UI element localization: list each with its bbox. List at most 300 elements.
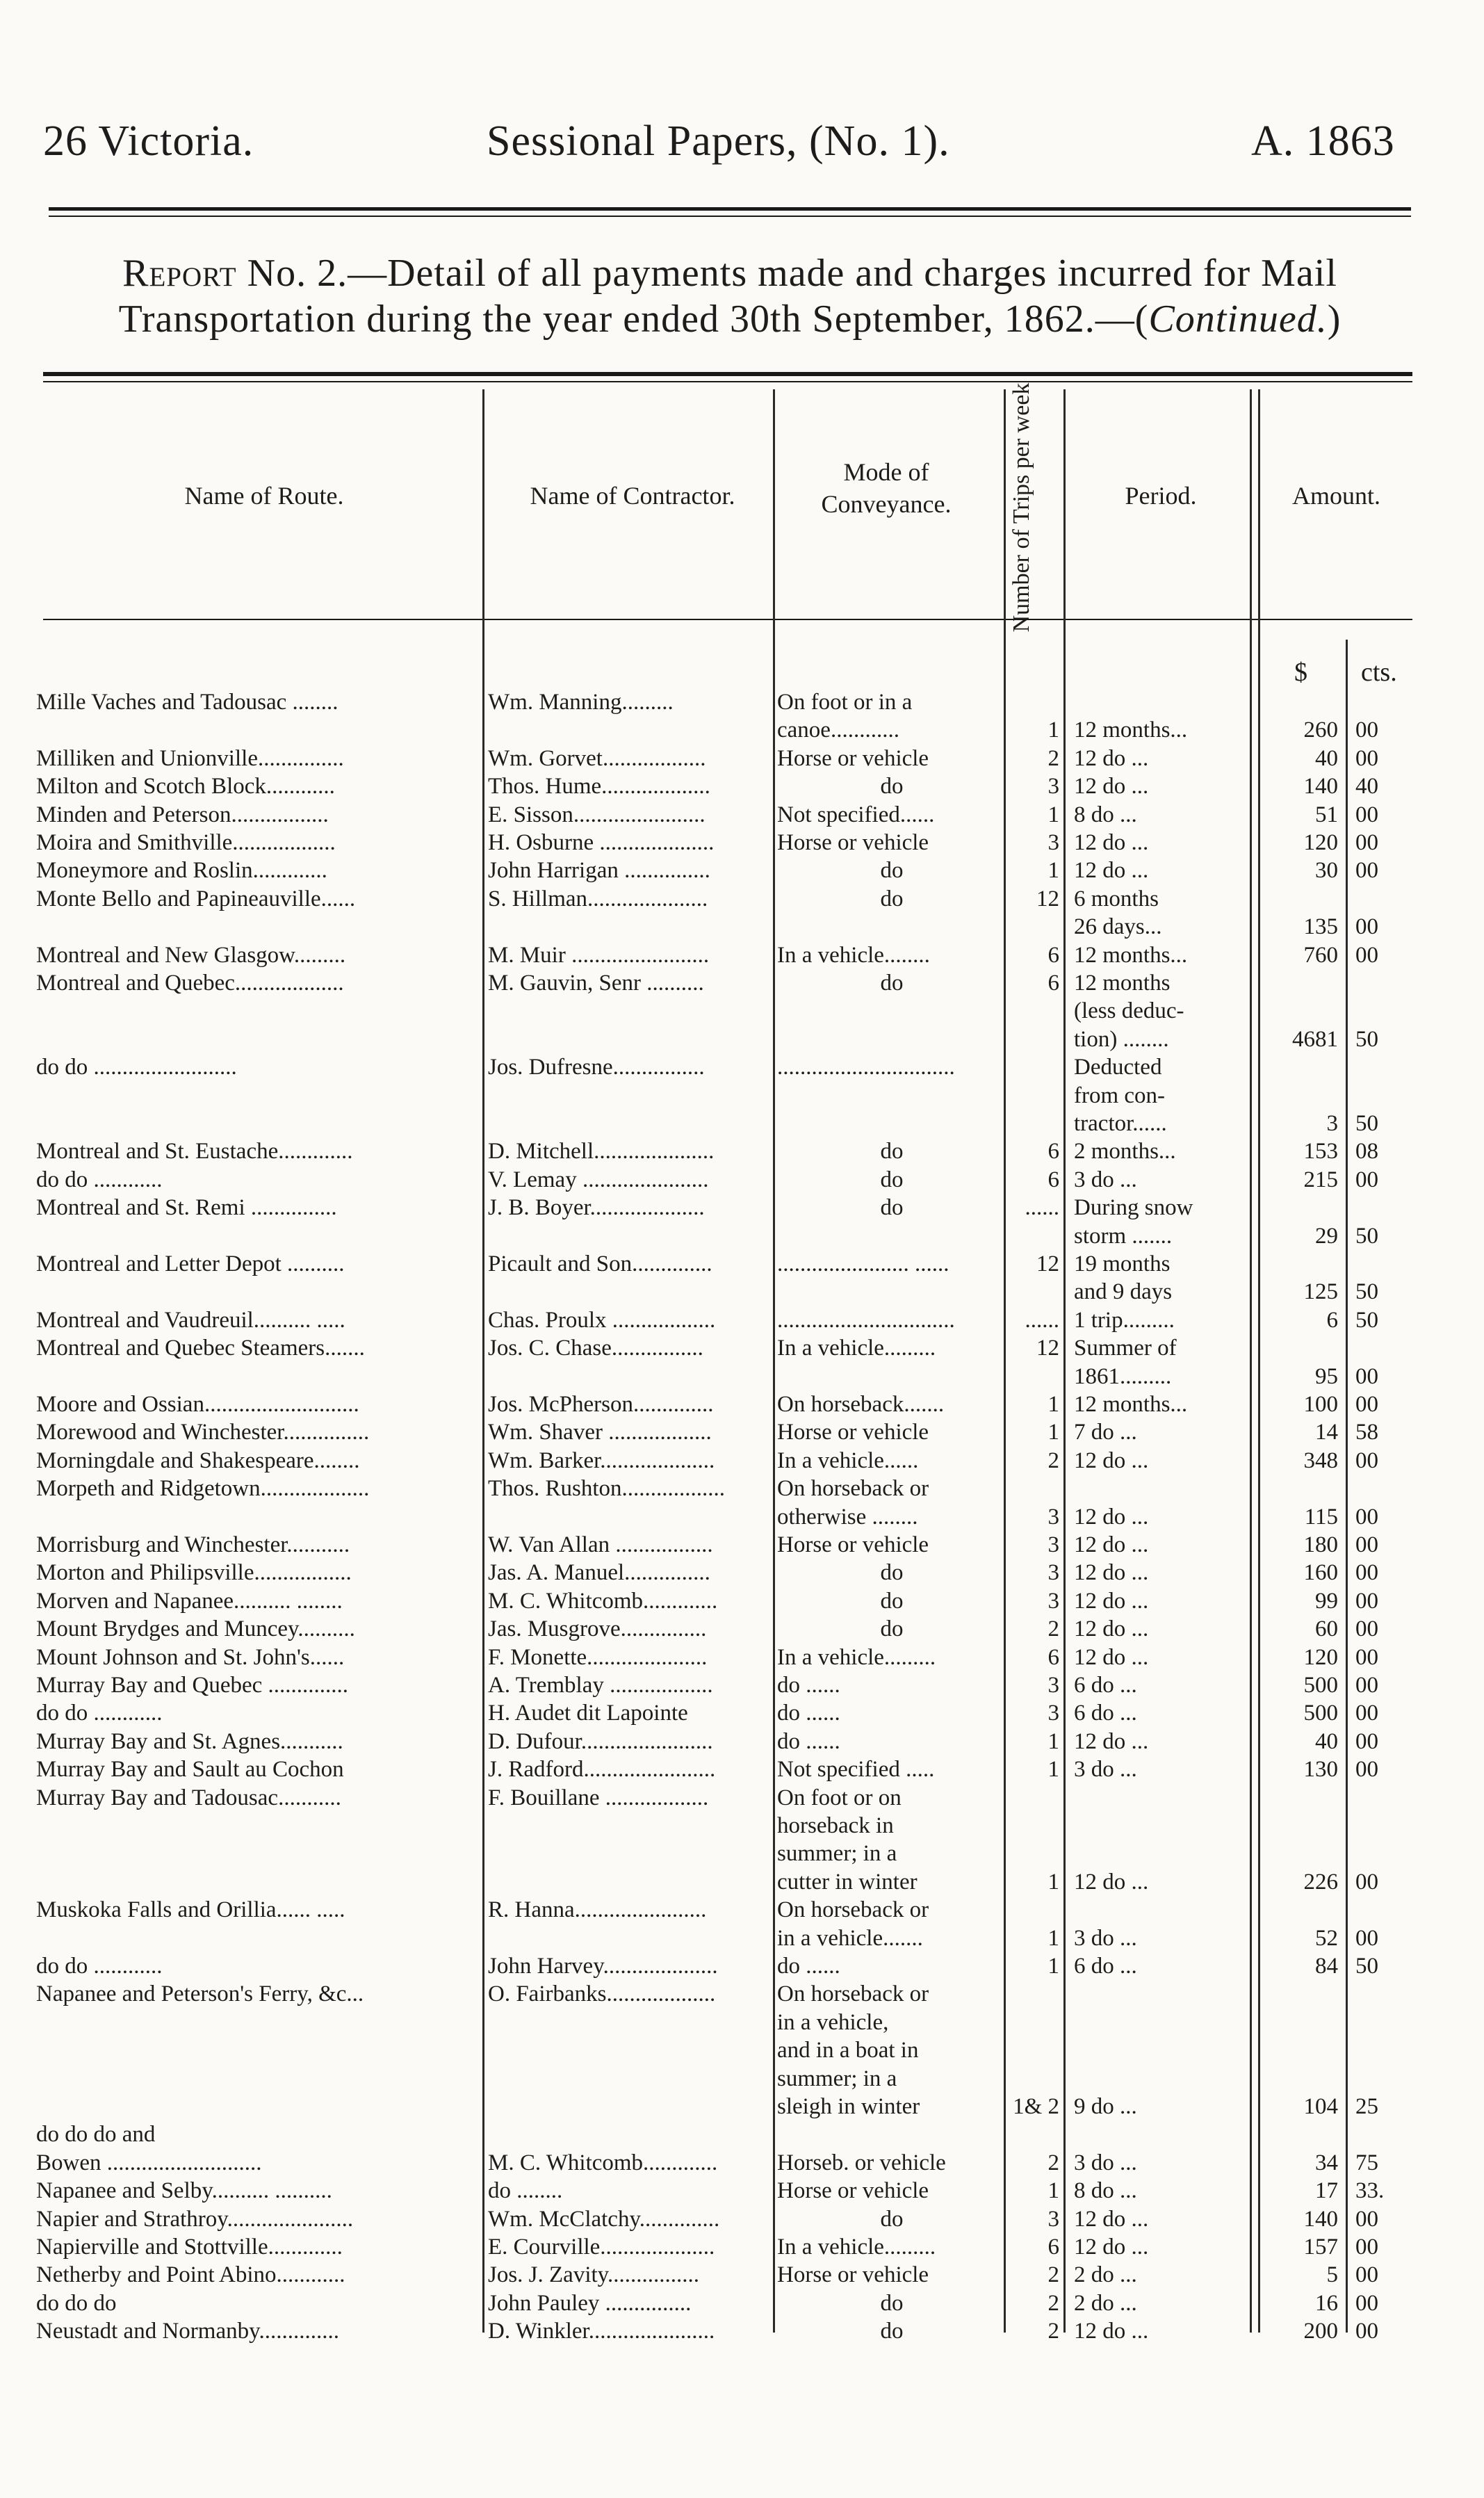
header-rule-top (49, 207, 1411, 211)
cell-cents: 00 (1355, 2290, 1378, 2316)
cell-route: Neustadt and Normanby.............. (36, 2319, 339, 2344)
cell-trips: 3 (1047, 774, 1059, 800)
cell-contractor: V. Lemay ...................... (488, 1167, 709, 1192)
cell-trips: 1 (1047, 858, 1059, 884)
cell-trips: 2 (1047, 2319, 1059, 2344)
cell-route: Montreal and New Glasgow......... (36, 942, 346, 968)
cell-trips: 3 (1047, 1504, 1059, 1530)
cell-period: 12 do ... (1074, 1869, 1149, 1895)
cell-mode: Horse or vehicle (777, 1532, 929, 1557)
cell-contractor: Wm. McClatchy.............. (488, 2206, 720, 2232)
cell-contractor: A. Tremblay .................. (488, 1673, 713, 1698)
cell-period: 26 days... (1074, 914, 1162, 940)
cell-mode: Horse or vehicle (777, 745, 929, 771)
cell-route: Morewood and Winchester............... (36, 1420, 370, 1445)
cell-cents: 00 (1355, 1701, 1378, 1726)
cell-route: Minden and Peterson................. (36, 802, 329, 827)
cell-period: 12 do ... (1074, 1616, 1149, 1642)
cell-trips: ...... (1025, 1195, 1059, 1221)
cell-period: 2 do ... (1074, 2262, 1137, 2288)
cell-mode: do (880, 1195, 904, 1221)
cell-cents: 75 (1355, 2150, 1378, 2175)
cell-route: Mount Brydges and Muncey.......... (36, 1616, 355, 1642)
cell-contractor: F. Monette..................... (488, 1644, 708, 1670)
cell-mode: do (880, 858, 904, 884)
currency-symbol: $ (1294, 658, 1307, 687)
cell-mode: otherwise ........ (777, 1504, 918, 1530)
cell-mode: ....................... ...... (777, 1251, 949, 1276)
cell-cents: 58 (1355, 1420, 1378, 1445)
header-rule-bottom (49, 216, 1411, 217)
cell-trips: 6 (1047, 1644, 1059, 1670)
cell-route: do do do (36, 2290, 117, 2316)
cell-dollars: 160 (1303, 1560, 1338, 1586)
cell-dollars: 6 (1326, 1307, 1338, 1333)
cell-contractor: Thos. Rushton.................. (488, 1476, 726, 1502)
cell-dollars: 3 (1326, 1111, 1338, 1136)
cell-route: Napier and Strathroy...................... (36, 2206, 354, 2232)
cell-dollars: 135 (1303, 914, 1338, 940)
cell-mode: do ...... (777, 1728, 840, 1754)
cell-contractor: J. B. Boyer.................... (488, 1195, 705, 1221)
cell-trips: 3 (1047, 1673, 1059, 1698)
cell-mode: summer; in a (777, 1841, 897, 1867)
cell-period: tractor...... (1074, 1111, 1167, 1136)
cell-contractor: Jas. A. Manuel............... (488, 1560, 710, 1586)
cell-cents: 00 (1355, 1728, 1378, 1754)
cell-period: 12 do ... (1074, 1532, 1149, 1557)
cell-period: 12 do ... (1074, 2206, 1149, 2232)
cell-dollars: 104 (1303, 2094, 1338, 2119)
cell-route: do do do and (36, 2122, 156, 2148)
cell-contractor: Jos. C. Chase................ (488, 1336, 703, 1361)
col-head-trips-text: Number of Trips per week (1009, 382, 1034, 633)
cell-period: 8 do ... (1074, 802, 1137, 827)
cell-trips: 1& 2 (1013, 2094, 1059, 2119)
cell-cents: 00 (1355, 1925, 1378, 1951)
cell-period: 8 do ... (1074, 2178, 1137, 2204)
cell-period: storm ....... (1074, 1223, 1173, 1249)
cell-trips: 1 (1047, 1392, 1059, 1417)
cell-dollars: 95 (1315, 1363, 1338, 1389)
cell-mode: do (880, 2319, 904, 2344)
cell-mode: canoe............ (777, 717, 899, 743)
cell-mode: summer; in a (777, 2066, 897, 2091)
cell-cents: 33. (1355, 2178, 1385, 2204)
cell-route: Napierville and Stottville............. (36, 2235, 343, 2260)
cell-trips: 3 (1047, 1560, 1059, 1586)
cell-trips: 1 (1047, 1420, 1059, 1445)
cell-period: 12 do ... (1074, 745, 1149, 771)
col-head-contractor: Name of Contractor. (530, 482, 735, 510)
cell-cents: 00 (1355, 1673, 1378, 1698)
cell-period: 3 do ... (1074, 2150, 1137, 2175)
cell-period: 12 do ... (1074, 774, 1149, 800)
cell-period: and 9 days (1074, 1279, 1173, 1305)
cell-dollars: 760 (1303, 942, 1338, 968)
cell-trips: 2 (1047, 2262, 1059, 2288)
cell-dollars: 40 (1315, 745, 1338, 771)
cell-cents: 00 (1355, 2262, 1378, 2288)
cell-route: Moira and Smithville.................. (36, 830, 336, 855)
cell-dollars: 4681 (1292, 1026, 1338, 1052)
cell-dollars: 99 (1315, 1588, 1338, 1614)
cell-dollars: 200 (1303, 2319, 1338, 2344)
cell-mode: in a vehicle, (777, 2009, 889, 2035)
cell-dollars: 17 (1315, 2178, 1338, 2204)
cell-trips: 2 (1047, 2150, 1059, 2175)
cents-label: cts. (1361, 658, 1397, 687)
cell-trips: ...... (1025, 1307, 1059, 1333)
cell-period: 12 months... (1074, 717, 1188, 743)
cell-route: do do ............ (36, 1167, 163, 1192)
header-right: A. 1863 (1251, 117, 1395, 165)
cell-trips: 1 (1047, 717, 1059, 743)
cell-mode: do (880, 1560, 904, 1586)
cell-dollars: 140 (1303, 2206, 1338, 2232)
cell-contractor: E. Courville.................... (488, 2235, 715, 2260)
cell-dollars: 130 (1303, 1757, 1338, 1783)
report-continued: Continued. (1148, 298, 1328, 341)
cell-contractor: D. Dufour....................... (488, 1728, 713, 1754)
cell-mode: ............................... (777, 1307, 955, 1333)
cell-route: Montreal and Quebec Steamers....... (36, 1336, 365, 1361)
col-head-period: Period. (1125, 482, 1197, 510)
cell-cents: 00 (1355, 914, 1378, 940)
cell-dollars: 84 (1315, 1954, 1338, 1979)
cell-cents: 00 (1355, 1757, 1378, 1783)
cell-trips: 6 (1047, 2235, 1059, 2260)
cell-mode: On foot or in a (777, 690, 913, 715)
cell-route: Bowen ........................... (36, 2150, 262, 2175)
cell-route: Montreal and St. Eustache............. (36, 1139, 353, 1165)
cell-dollars: 140 (1303, 774, 1338, 800)
cell-route: Montreal and Quebec................... (36, 971, 344, 996)
cell-period: 12 do ... (1074, 1644, 1149, 1670)
cell-cents: 00 (1355, 1644, 1378, 1670)
cell-period: 6 do ... (1074, 1673, 1137, 1698)
cell-mode: Not specified ..... (777, 1757, 935, 1783)
cell-contractor: H. Audet dit Lapointe (488, 1701, 688, 1726)
header-center: Sessional Papers, (No. 1). (487, 117, 950, 165)
cell-mode: do (880, 1616, 904, 1642)
table-header-rule (43, 619, 1412, 620)
cell-contractor: W. Van Allan ................. (488, 1532, 713, 1557)
cell-route: do do ............ (36, 1701, 163, 1726)
cell-dollars: 153 (1303, 1139, 1338, 1165)
cell-cents: 00 (1355, 942, 1378, 968)
cell-trips: 3 (1047, 2206, 1059, 2232)
cell-mode: do (880, 2290, 904, 2316)
cell-route: Montreal and Letter Depot .......... (36, 1251, 345, 1276)
cell-route: Monte Bello and Papineauville...... (36, 886, 356, 911)
cell-route: Morningdale and Shakespeare........ (36, 1447, 360, 1473)
cell-trips: 12 (1036, 886, 1059, 911)
cell-cents: 40 (1355, 774, 1378, 800)
cell-dollars: 500 (1303, 1701, 1338, 1726)
cell-mode: In a vehicle......... (777, 1644, 936, 1670)
cell-dollars: 215 (1303, 1167, 1338, 1192)
cell-contractor: do ........ (488, 2178, 563, 2204)
cell-contractor: Thos. Hume................... (488, 774, 710, 800)
cell-cents: 00 (1355, 1560, 1378, 1586)
cell-cents: 50 (1355, 1279, 1378, 1305)
cell-cents: 00 (1355, 745, 1378, 771)
cell-mode: In a vehicle........ (777, 942, 930, 968)
cell-cents: 25 (1355, 2094, 1378, 2119)
cell-period: 12 do ... (1074, 1504, 1149, 1530)
cell-mode: do (880, 971, 904, 996)
header-left: 26 Victoria. (43, 117, 254, 165)
cell-trips: 1 (1047, 1925, 1059, 1951)
cell-contractor: Jas. Musgrove............... (488, 1616, 707, 1642)
cell-route: Montreal and Vaudreuil.......... ..... (36, 1307, 345, 1333)
cell-cents: 00 (1355, 830, 1378, 855)
col-head-mode: Mode of Conveyance. (821, 458, 952, 518)
cell-mode: On horseback or (777, 1476, 929, 1502)
report-label: Report (122, 252, 237, 295)
cell-cents: 50 (1355, 1111, 1378, 1136)
cell-dollars: 125 (1303, 1279, 1338, 1305)
cell-mode: In a vehicle...... (777, 1447, 919, 1473)
cell-period: 12 do ... (1074, 2319, 1149, 2344)
col-head-amount: Amount. (1291, 482, 1380, 510)
cell-mode: sleigh in winter (777, 2094, 920, 2119)
cell-cents: 00 (1355, 2319, 1378, 2344)
cell-contractor: Jos. McPherson.............. (488, 1392, 714, 1417)
cell-period: 19 months (1074, 1251, 1171, 1276)
cell-trips: 1 (1047, 1757, 1059, 1783)
cell-cents: 50 (1355, 1307, 1378, 1333)
cell-period: Summer of (1074, 1336, 1177, 1361)
cell-route: Napanee and Selby.......... .......... (36, 2178, 332, 2204)
cell-dollars: 115 (1304, 1504, 1338, 1530)
cell-cents: 00 (1355, 1532, 1378, 1557)
cell-cents: 00 (1355, 717, 1378, 743)
cell-cents: 00 (1355, 1869, 1378, 1895)
cell-mode: cutter in winter (777, 1869, 918, 1895)
cell-trips: 3 (1047, 830, 1059, 855)
cell-trips: 1 (1047, 802, 1059, 827)
cell-trips: 2 (1047, 2290, 1059, 2316)
cell-period: 12 months... (1074, 942, 1188, 968)
cell-period: 12 do ... (1074, 1588, 1149, 1614)
cell-dollars: 226 (1303, 1869, 1338, 1895)
cell-period: 6 do ... (1074, 1701, 1137, 1726)
cell-route: Muskoka Falls and Orillia...... ..... (36, 1897, 345, 1923)
cell-trips: 2 (1047, 1616, 1059, 1642)
cell-period: 12 do ... (1074, 858, 1149, 884)
cell-dollars: 500 (1303, 1673, 1338, 1698)
cell-contractor: Jos. Dufresne................ (488, 1055, 705, 1080)
col-rule-contractor (773, 389, 775, 2333)
col-rule-period-double (1258, 389, 1260, 2333)
cell-dollars: 51 (1315, 802, 1338, 827)
cell-cents: 50 (1355, 1223, 1378, 1249)
cell-contractor: J. Radford....................... (488, 1757, 716, 1783)
cell-period: from con- (1074, 1082, 1166, 1108)
cell-cents: 00 (1355, 1588, 1378, 1614)
cell-dollars: 100 (1303, 1392, 1338, 1417)
cell-mode: Horseb. or vehicle (777, 2150, 946, 2175)
cell-cents: 00 (1355, 802, 1378, 827)
cell-contractor: R. Hanna....................... (488, 1897, 707, 1923)
cell-period: During snow (1074, 1195, 1193, 1221)
cell-contractor: S. Hillman..................... (488, 886, 708, 911)
cell-contractor: Wm. Gorvet.................. (488, 745, 706, 771)
cell-route: Murray Bay and St. Agnes........... (36, 1728, 343, 1754)
cell-route: Mille Vaches and Tadousac ........ (36, 690, 339, 715)
report-title-line1: No. 2.—Detail of all payments made and charges incurred for Mail (236, 252, 1337, 295)
cell-mode: do (880, 1167, 904, 1192)
cell-dollars: 260 (1303, 717, 1338, 743)
cell-mode: On horseback or (777, 1981, 929, 2007)
cell-route: Morven and Napanee.......... ........ (36, 1588, 343, 1614)
cell-period: 12 months... (1074, 1392, 1188, 1417)
cell-cents: 50 (1355, 1026, 1378, 1052)
cell-dollars: 60 (1315, 1616, 1338, 1642)
cell-contractor: Picault and Son.............. (488, 1251, 712, 1276)
cell-cents: 00 (1355, 858, 1378, 884)
cell-dollars: 157 (1303, 2235, 1338, 2260)
col-head-trips (987, 382, 1057, 633)
table-rule-top (43, 372, 1412, 376)
cell-dollars: 5 (1326, 2262, 1338, 2288)
cell-trips: 6 (1047, 1167, 1059, 1192)
cell-cents: 00 (1355, 2206, 1378, 2232)
cell-trips: 1 (1047, 1954, 1059, 1979)
cell-route: Morton and Philipsville................. (36, 1560, 352, 1586)
cell-mode: and in a boat in (777, 2038, 919, 2063)
cell-period: 3 do ... (1074, 1925, 1137, 1951)
report-title-line2-end: ) (1327, 298, 1342, 341)
cell-period: 3 do ... (1074, 1757, 1137, 1783)
cell-contractor: F. Bouillane .................. (488, 1785, 709, 1810)
cell-dollars: 14 (1315, 1420, 1338, 1445)
cell-mode: Horse or vehicle (777, 2178, 929, 2204)
cell-mode: do ...... (777, 1954, 840, 1979)
cell-mode: horseback in (777, 1813, 894, 1838)
cell-mode: In a vehicle......... (777, 1336, 936, 1361)
cell-route: Netherby and Point Abino............ (36, 2262, 345, 2288)
cell-route: Milliken and Unionville............... (36, 745, 344, 771)
cell-dollars: 120 (1303, 830, 1338, 855)
cell-contractor: M. Muir ........................ (488, 942, 710, 968)
cell-route: Morpeth and Ridgetown................... (36, 1476, 370, 1502)
cell-period: 9 do ... (1074, 2094, 1137, 2119)
cell-period: (less deduc- (1074, 998, 1184, 1024)
cell-contractor: M. C. Whitcomb............. (488, 1588, 718, 1614)
cell-route: Moore and Ossian........................... (36, 1392, 359, 1417)
report-title-line2: Transportation during the year ended 30th September, 1862.—( (118, 298, 1149, 341)
cell-route: Moneymore and Roslin............. (36, 858, 327, 884)
cell-contractor: D. Mitchell..................... (488, 1139, 715, 1165)
cell-mode: On horseback or (777, 1897, 929, 1923)
cell-trips: 3 (1047, 1532, 1059, 1557)
cell-contractor: Jos. J. Zavity................ (488, 2262, 700, 2288)
cell-route: do do ............ (36, 1954, 163, 1979)
cell-cents: 00 (1355, 1363, 1378, 1389)
cell-contractor: O. Fairbanks................... (488, 1981, 716, 2007)
col-rule-route (482, 389, 484, 2333)
cell-cents: 00 (1355, 1447, 1378, 1473)
cell-contractor: H. Osburne .................... (488, 830, 715, 855)
cell-route: Montreal and St. Remi ............... (36, 1195, 337, 1221)
cell-mode: In a vehicle......... (777, 2235, 936, 2260)
cell-trips: 3 (1047, 1701, 1059, 1726)
cell-dollars: 16 (1315, 2290, 1338, 2316)
cell-period: 12 do ... (1074, 1728, 1149, 1754)
cell-period: 3 do ... (1074, 1167, 1137, 1192)
cell-period: 2 months... (1074, 1139, 1176, 1165)
cell-contractor: John Pauley ............... (488, 2290, 692, 2316)
cell-cents: 00 (1355, 1167, 1378, 1192)
cell-dollars: 180 (1303, 1532, 1338, 1557)
cell-route: Napanee and Peterson's Ferry, &c... (36, 1981, 364, 2007)
cell-period: 1861......... (1074, 1363, 1172, 1389)
cell-mode: in a vehicle....... (777, 1925, 923, 1951)
cell-route: Mount Johnson and St. John's...... (36, 1644, 345, 1670)
cell-trips: 1 (1047, 1869, 1059, 1895)
cell-route: Morrisburg and Winchester........... (36, 1532, 350, 1557)
cell-contractor: John Harvey.................... (488, 1954, 718, 1979)
cell-mode: Not specified...... (777, 802, 935, 827)
cell-mode: do (880, 1139, 904, 1165)
report-title (38, 250, 1421, 342)
cell-mode: do (880, 886, 904, 911)
cell-contractor: D. Winkler...................... (488, 2319, 715, 2344)
cell-period: 2 do ... (1074, 2290, 1137, 2316)
cell-route: Murray Bay and Tadousac........... (36, 1785, 341, 1810)
cell-period: 12 do ... (1074, 1447, 1149, 1473)
cell-period: 6 months (1074, 886, 1159, 911)
cell-dollars: 120 (1303, 1644, 1338, 1670)
cell-contractor: John Harrigan ............... (488, 858, 710, 884)
cell-mode: On foot or on (777, 1785, 902, 1810)
cell-period: 12 do ... (1074, 1560, 1149, 1586)
cell-trips: 12 (1036, 1336, 1059, 1361)
cell-mode: Horse or vehicle (777, 830, 929, 855)
cell-period: Deducted (1074, 1055, 1162, 1080)
cell-period: 12 do ... (1074, 2235, 1149, 2260)
cell-dollars: 40 (1315, 1728, 1338, 1754)
cell-period: 7 do ... (1074, 1420, 1137, 1445)
cell-trips: 2 (1047, 1447, 1059, 1473)
cell-mode: do (880, 774, 904, 800)
cell-dollars: 34 (1315, 2150, 1338, 2175)
cell-dollars: 52 (1315, 1925, 1338, 1951)
cell-trips: 12 (1036, 1251, 1059, 1276)
cell-trips: 1 (1047, 2178, 1059, 2204)
cell-contractor: E. Sisson....................... (488, 802, 706, 827)
col-rule-dollars (1346, 640, 1348, 2333)
cell-trips: 2 (1047, 745, 1059, 771)
cell-dollars: 30 (1315, 858, 1338, 884)
cell-trips: 6 (1047, 971, 1059, 996)
cell-contractor: M. Gauvin, Senr .......... (488, 971, 704, 996)
cell-mode: do ...... (777, 1673, 840, 1698)
cell-contractor: Chas. Proulx .................. (488, 1307, 716, 1333)
col-rule-trips (1063, 389, 1066, 2333)
cell-trips: 6 (1047, 1139, 1059, 1165)
col-rule-period (1250, 389, 1252, 2333)
cell-mode: do ...... (777, 1701, 840, 1726)
col-head-route: Name of Route. (184, 482, 344, 510)
table-rule-top-thin (43, 381, 1412, 382)
cell-contractor: Wm. Barker.................... (488, 1447, 715, 1473)
cell-period: 6 do ... (1074, 1954, 1137, 1979)
cell-mode: Horse or vehicle (777, 1420, 929, 1445)
